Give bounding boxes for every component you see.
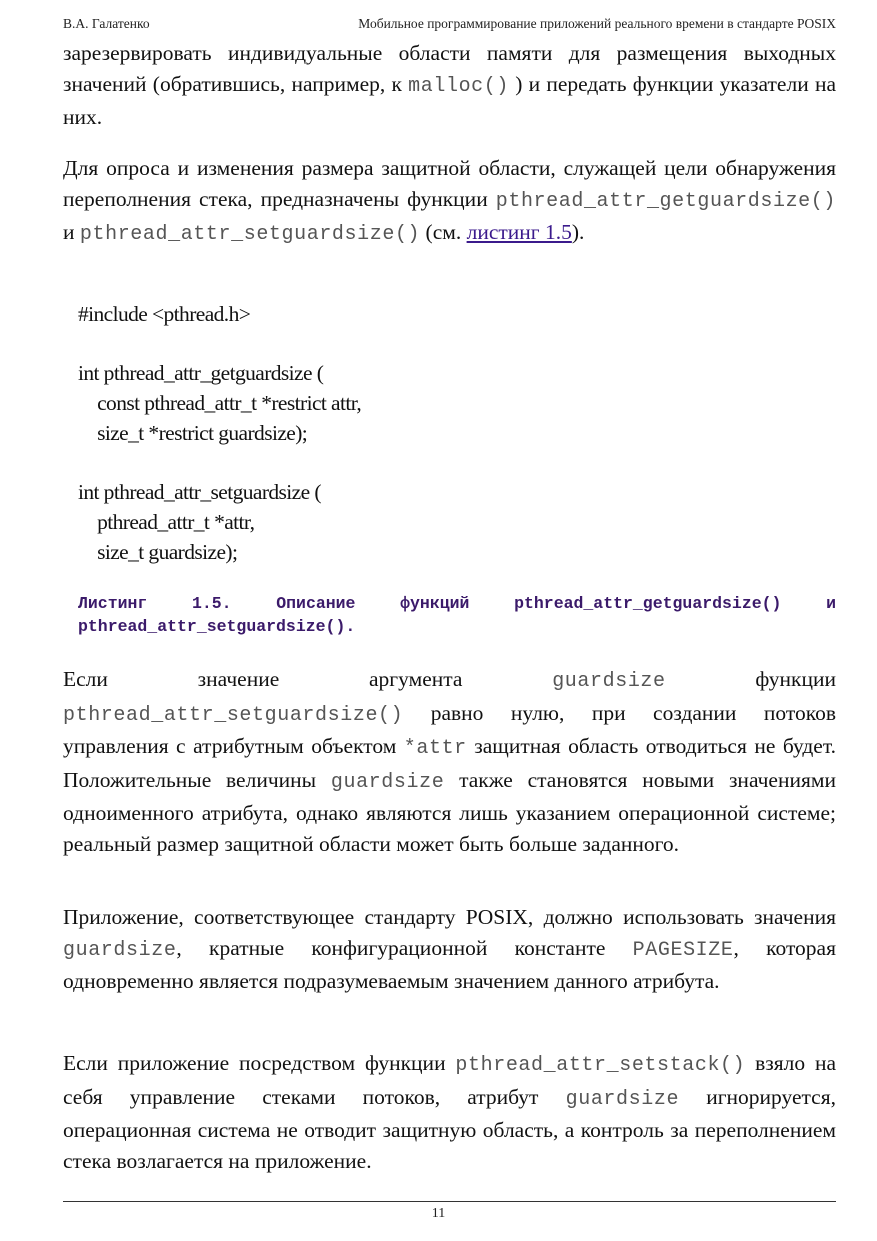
- listing-caption: Листинг 1.5. Описание функций pthread_attr_getguardsize() и pthread_attr_setguardsize().: [78, 594, 836, 636]
- paragraph-text: равно нулю, при создании потоков управления с атрибутным объектом: [63, 700, 836, 758]
- paragraph-3: [63, 664, 836, 859]
- paragraph-text: защитная область отводиться не будет. Положительные величины: [63, 734, 836, 792]
- inline-code: guardsize: [552, 670, 666, 693]
- inline-code: malloc(): [408, 74, 509, 98]
- page-header: [63, 16, 836, 36]
- code-listing: #include <pthread.h> int pthread_attr_getguardsize ( const pthread_attr_t *restrict attr, size_t *restrict guardsize); int pthread_attr_setguardsize ( pthread_attr_t *attr, size_t guardsize);: [78, 302, 362, 564]
- paragraph-4: [63, 902, 836, 997]
- paragraph-text: Приложение, соответствующее стандарту POSIX, должно использовать значения: [63, 905, 836, 929]
- paragraph-text: игнорируется, операционная система не отводит защитную область, а контроль за переполнением стека возлагается на приложение.: [63, 1084, 836, 1173]
- inline-code: PAGESIZE: [632, 938, 734, 962]
- paragraph-text: и: [63, 220, 80, 244]
- paragraph-1: [63, 38, 836, 133]
- paragraph-text: ).: [571, 220, 585, 244]
- inline-code: guardsize: [565, 1087, 680, 1111]
- header-book-title: Мобильное программирование приложений реального времени в стандарте POSIX: [358, 16, 836, 31]
- inline-code: pthread_attr_setguardsize(): [79, 223, 421, 246]
- paragraph-text: ) и передать функции указатели на них.: [63, 71, 836, 129]
- paragraph-text: взяло на себя управление стеками потоков, атрибут: [63, 1051, 836, 1109]
- paragraph-2: [63, 153, 836, 251]
- inline-code: guardsize: [63, 938, 177, 962]
- footer-divider: [63, 1201, 836, 1202]
- paragraph-text: также становятся новыми значениями одноименного атрибута, однако являются лишь указанием операционной системе; реальный размер защитной области может быть больше заданного.: [63, 767, 836, 856]
- inline-code: pthread_attr_setguardsize(): [63, 703, 404, 727]
- inline-code: *attr: [403, 737, 467, 760]
- listing-link[interactable]: листинг 1.5: [466, 220, 572, 244]
- inline-code: guardsize: [330, 770, 445, 794]
- paragraph-5: [63, 1048, 836, 1176]
- inline-code: pthread_attr_setstack(): [455, 1054, 746, 1077]
- inline-code: pthread_attr_getguardsize(): [495, 189, 836, 213]
- paragraph-text: , которая одновременно является подразумеваемым значением данного атрибута.: [63, 935, 836, 993]
- paragraph-text: Если значение аргумента: [63, 667, 553, 691]
- paragraph-text: (см.: [420, 220, 467, 244]
- paragraph-text: , кратные конфигурационной константе: [176, 935, 633, 960]
- page-number: 11: [431, 1206, 446, 1221]
- paragraph-text: Для опроса и изменения размера защитной области, служащей цели обнаружения переполнения стека, предназначены функции: [63, 156, 836, 211]
- paragraph-text: зарезервировать индивидуальные области памяти для размещения выходных значений (обратившись, например, к: [63, 41, 836, 96]
- paragraph-text: функции: [665, 667, 836, 691]
- paragraph-text: Если приложение посредством функции: [63, 1051, 456, 1075]
- header-author: В.А. Галатенко: [63, 16, 150, 31]
